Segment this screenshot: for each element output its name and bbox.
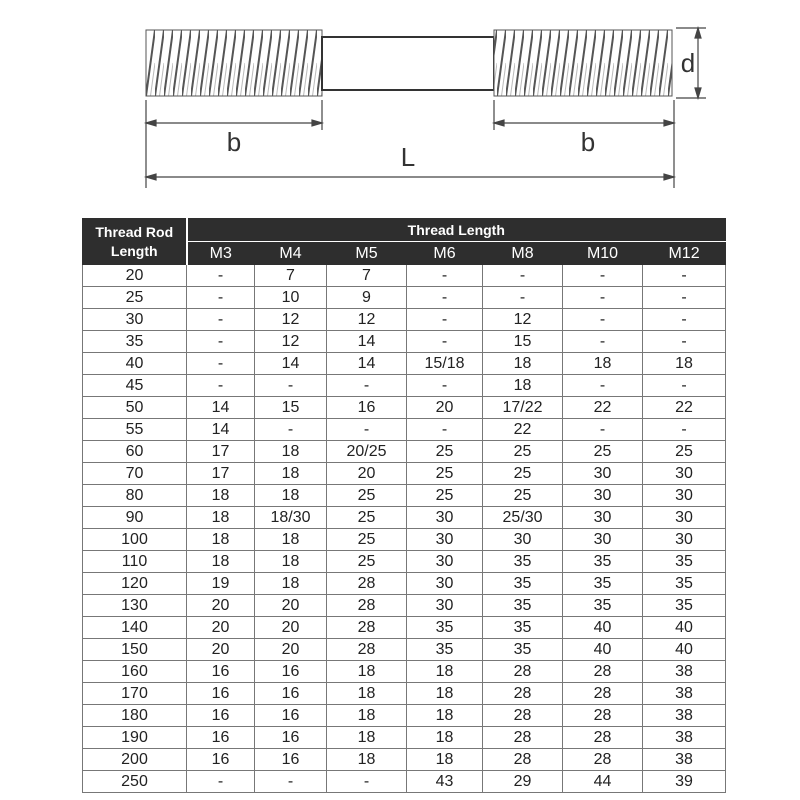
thread-length-cell: 30 (407, 529, 483, 551)
thread-length-cell: 28 (483, 749, 563, 771)
table-row (83, 771, 726, 793)
thread-length-cell: 38 (643, 683, 726, 705)
table-row (83, 749, 726, 771)
thread-length-cell: 18 (187, 551, 255, 573)
thread-length-cell: 35 (563, 595, 643, 617)
thread-length-cell: 16 (187, 727, 255, 749)
thread-length-cell: 9 (327, 287, 407, 309)
thread-length-cell: - (643, 309, 726, 331)
thread-length-cell: 28 (483, 727, 563, 749)
thread-length-cell: - (563, 331, 643, 353)
thread-length-cell: 18 (255, 441, 327, 463)
thread-length-cell: 28 (327, 617, 407, 639)
thread-length-cell: 28 (483, 705, 563, 727)
thread-length-cell: 25 (483, 485, 563, 507)
thread-length-cell: - (255, 375, 327, 397)
thread-length-cell: 17/22 (483, 397, 563, 419)
thread-length-cell: 14 (327, 353, 407, 375)
rod-length-cell: 170 (83, 683, 187, 705)
rod-length-cell: 50 (83, 397, 187, 419)
rod-length-cell: 60 (83, 441, 187, 463)
thread-length-cell: 25 (327, 507, 407, 529)
thread-length-cell: 25 (327, 485, 407, 507)
thread-length-cell: - (407, 287, 483, 309)
rod-length-cell: 90 (83, 507, 187, 529)
thread-length-cell: - (187, 375, 255, 397)
thread-length-header: Thread Length (187, 219, 726, 242)
thread-length-cell: 28 (483, 661, 563, 683)
thread-length-cell: 30 (483, 529, 563, 551)
rod-length-cell: 200 (83, 749, 187, 771)
stud-bolt-diagram (0, 0, 800, 200)
b-left-label: b (226, 127, 242, 157)
thread-length-cell: 35 (483, 595, 563, 617)
thread-length-cell: 18 (255, 485, 327, 507)
thread-length-cell: 28 (563, 661, 643, 683)
rod-length-cell: 190 (83, 727, 187, 749)
table-row (83, 683, 726, 705)
rod-length-cell: 80 (83, 485, 187, 507)
thread-length-cell: - (187, 309, 255, 331)
thread-length-cell: 16 (187, 661, 255, 683)
thread-length-cell: 29 (483, 771, 563, 793)
thread-length-cell: 35 (643, 551, 726, 573)
thread-length-cell: - (563, 419, 643, 441)
thread-length-cell: 18 (407, 683, 483, 705)
thread-length-cell: - (187, 771, 255, 793)
b-left-dimension-line (146, 120, 322, 126)
thread-length-cell: 16 (255, 683, 327, 705)
L-dimension-line (146, 174, 674, 180)
thread-length-cell: 35 (643, 595, 726, 617)
right-thread-section (494, 30, 672, 96)
table-row (83, 639, 726, 661)
thread-length-cell: 15/18 (407, 353, 483, 375)
table-row (83, 727, 726, 749)
thread-length-cell: - (407, 309, 483, 331)
rod-length-cell: 20 (83, 265, 187, 287)
rod-length-cell: 40 (83, 353, 187, 375)
thread-length-cell: 30 (563, 463, 643, 485)
thread-length-cell: 30 (563, 529, 643, 551)
table-row (83, 441, 726, 463)
thread-length-cell: 18 (255, 529, 327, 551)
thread-length-cell: 16 (187, 705, 255, 727)
table-row (83, 353, 726, 375)
corner-header-line1: Thread Rod (95, 223, 174, 240)
thread-length-cell: 25 (327, 551, 407, 573)
thread-length-cell: - (187, 353, 255, 375)
rod-length-cell: 110 (83, 551, 187, 573)
thread-length-cell: 18/30 (255, 507, 327, 529)
size-header-m6: M6 (407, 242, 483, 265)
thread-length-cell: 20 (255, 595, 327, 617)
thread-length-cell: 25/30 (483, 507, 563, 529)
thread-length-cell: 18 (407, 705, 483, 727)
thread-length-cell: 28 (483, 683, 563, 705)
thread-length-cell: 16 (255, 661, 327, 683)
thread-length-cell: 25 (483, 441, 563, 463)
thread-length-cell: 15 (483, 331, 563, 353)
thread-length-cell: 16 (255, 749, 327, 771)
thread-length-cell: 18 (563, 353, 643, 375)
thread-length-cell: 18 (407, 661, 483, 683)
thread-length-cell: - (483, 287, 563, 309)
thread-length-cell: 25 (407, 463, 483, 485)
thread-length-cell: 20/25 (327, 441, 407, 463)
thread-length-cell: 28 (327, 639, 407, 661)
table-row (83, 595, 726, 617)
thread-length-cell: 18 (187, 507, 255, 529)
thread-length-cell: 40 (643, 617, 726, 639)
thread-length-cell: 35 (407, 617, 483, 639)
table-row (83, 617, 726, 639)
thread-length-cell: 28 (563, 727, 643, 749)
thread-length-cell: 18 (255, 463, 327, 485)
table-row (83, 507, 726, 529)
thread-length-cell: 12 (255, 309, 327, 331)
thread-length-cell: 18 (407, 727, 483, 749)
thread-length-cell: 18 (483, 353, 563, 375)
rod-length-cell: 130 (83, 595, 187, 617)
thread-length-cell: 20 (407, 397, 483, 419)
d-label: d (680, 48, 696, 78)
rod-length-cell: 55 (83, 419, 187, 441)
size-header-m5: M5 (327, 242, 407, 265)
table-row (83, 463, 726, 485)
thread-length-cell: - (407, 265, 483, 287)
size-header-m10: M10 (563, 242, 643, 265)
thread-length-cell: 30 (407, 573, 483, 595)
thread-length-cell: 39 (643, 771, 726, 793)
table-row (83, 265, 726, 287)
thread-length-cell: 22 (563, 397, 643, 419)
thread-length-cell: 40 (643, 639, 726, 661)
thread-length-cell: 18 (255, 573, 327, 595)
thread-length-cell: 7 (255, 265, 327, 287)
table-body (83, 265, 726, 793)
thread-length-cell: 30 (407, 595, 483, 617)
thread-length-cell: - (407, 331, 483, 353)
thread-length-cell: 25 (643, 441, 726, 463)
thread-length-cell: - (643, 331, 726, 353)
thread-length-cell: 30 (643, 529, 726, 551)
thread-length-cell: 14 (187, 419, 255, 441)
corner-header-line2: Length (110, 242, 158, 259)
thread-length-cell: 30 (563, 485, 643, 507)
thread-length-cell: 20 (255, 639, 327, 661)
thread-length-cell: - (255, 771, 327, 793)
thread-length-cell: 28 (563, 705, 643, 727)
thread-length-cell: 25 (407, 441, 483, 463)
thread-length-cell: 20 (187, 617, 255, 639)
thread-length-cell: 16 (187, 683, 255, 705)
table-row (83, 529, 726, 551)
thread-length-cell: 12 (483, 309, 563, 331)
thread-length-cell: 25 (563, 441, 643, 463)
size-header-m8: M8 (483, 242, 563, 265)
thread-length-cell: 35 (563, 551, 643, 573)
thread-length-cell: - (187, 265, 255, 287)
thread-length-cell: 38 (643, 749, 726, 771)
table-row (83, 397, 726, 419)
thread-length-cell: 35 (483, 551, 563, 573)
thread-length-cell: 30 (643, 485, 726, 507)
thread-length-cell: 18 (643, 353, 726, 375)
left-thread-section (146, 30, 322, 96)
rod-length-cell: 35 (83, 331, 187, 353)
thread-length-cell: 28 (327, 595, 407, 617)
thread-length-cell: 18 (255, 551, 327, 573)
rod-length-cell: 160 (83, 661, 187, 683)
thread-length-cell: - (407, 419, 483, 441)
table-row (83, 309, 726, 331)
thread-length-cell: - (643, 419, 726, 441)
table-row (83, 419, 726, 441)
thread-length-cell: 15 (255, 397, 327, 419)
thread-length-cell: 25 (327, 529, 407, 551)
rod-length-cell: 30 (83, 309, 187, 331)
thread-length-cell: - (327, 771, 407, 793)
thread-length-cell: - (563, 265, 643, 287)
table-row (83, 375, 726, 397)
thread-length-cell: 28 (327, 573, 407, 595)
b-right-dimension-line (494, 120, 674, 126)
thread-length-cell: 35 (407, 639, 483, 661)
size-header-m4: M4 (255, 242, 327, 265)
size-header-m12: M12 (643, 242, 726, 265)
thread-length-cell: 30 (407, 507, 483, 529)
thread-length-cell: 17 (187, 463, 255, 485)
thread-length-cell: - (643, 375, 726, 397)
thread-length-cell: 22 (643, 397, 726, 419)
thread-length-cell: 35 (563, 573, 643, 595)
thread-length-cell: - (327, 419, 407, 441)
thread-length-cell: 14 (187, 397, 255, 419)
thread-length-cell: 16 (255, 727, 327, 749)
thread-length-cell: 44 (563, 771, 643, 793)
thread-length-cell: 43 (407, 771, 483, 793)
thread-length-cell: 16 (187, 749, 255, 771)
thread-length-cell: 14 (327, 331, 407, 353)
rod-length-cell: 45 (83, 375, 187, 397)
thread-length-cell: 38 (643, 727, 726, 749)
rod-length-cell: 140 (83, 617, 187, 639)
thread-length-cell: 14 (255, 353, 327, 375)
thread-length-cell: - (255, 419, 327, 441)
thread-length-cell: 30 (643, 463, 726, 485)
table-row (83, 287, 726, 309)
thread-length-cell: - (563, 309, 643, 331)
thread-length-cell: - (327, 375, 407, 397)
thread-length-cell: - (407, 375, 483, 397)
thread-length-cell: 22 (483, 419, 563, 441)
size-header-m3: M3 (187, 242, 255, 265)
thread-length-cell: 35 (483, 573, 563, 595)
thread-length-cell: 18 (187, 529, 255, 551)
thread-length-cell: 30 (407, 551, 483, 573)
thread-length-cell: 7 (327, 265, 407, 287)
thread-length-cell: 35 (483, 617, 563, 639)
table-row (83, 573, 726, 595)
thread-length-cell: 20 (187, 639, 255, 661)
thread-length-cell: 18 (327, 661, 407, 683)
thread-length-cell: 25 (483, 463, 563, 485)
thread-length-cell: 25 (407, 485, 483, 507)
table-row (83, 485, 726, 507)
thread-length-cell: 16 (327, 397, 407, 419)
rod-length-cell: 120 (83, 573, 187, 595)
thread-length-cell: 40 (563, 639, 643, 661)
thread-length-cell: 40 (563, 617, 643, 639)
rod-length-cell: 25 (83, 287, 187, 309)
thread-length-cell: 18 (187, 485, 255, 507)
table-row (83, 705, 726, 727)
thread-length-cell: 19 (187, 573, 255, 595)
thread-length-cell: 18 (327, 749, 407, 771)
b-right-label: b (580, 127, 596, 157)
table-row (83, 661, 726, 683)
rod-length-cell: 100 (83, 529, 187, 551)
thread-length-cell: - (563, 375, 643, 397)
thread-length-cell: 30 (643, 507, 726, 529)
thread-length-cell: 20 (255, 617, 327, 639)
thread-length-cell: 38 (643, 661, 726, 683)
thread-length-cell: 35 (483, 639, 563, 661)
thread-length-cell: 28 (563, 749, 643, 771)
thread-length-cell: 17 (187, 441, 255, 463)
thread-length-cell: - (643, 287, 726, 309)
thread-length-cell: - (563, 287, 643, 309)
rod-length-cell: 180 (83, 705, 187, 727)
thread-length-cell: 10 (255, 287, 327, 309)
thread-length-cell: 12 (255, 331, 327, 353)
thread-length-cell: 35 (643, 573, 726, 595)
table-row (83, 331, 726, 353)
table-row (83, 551, 726, 573)
thread-length-cell: 18 (327, 705, 407, 727)
thread-length-cell: 38 (643, 705, 726, 727)
thread-length-cell: 20 (327, 463, 407, 485)
thread-length-cell: 18 (327, 683, 407, 705)
d-dimension-line (695, 28, 701, 98)
thread-length-cell: 18 (483, 375, 563, 397)
thread-length-cell: 12 (327, 309, 407, 331)
thread-rod-length-header (83, 219, 187, 265)
thread-length-cell: - (643, 265, 726, 287)
thread-length-cell: 20 (187, 595, 255, 617)
L-label: L (400, 142, 416, 172)
rod-shank (322, 37, 494, 90)
thread-length-cell: 18 (327, 727, 407, 749)
thread-length-cell: 28 (563, 683, 643, 705)
thread-length-cell: 18 (407, 749, 483, 771)
rod-length-cell: 250 (83, 771, 187, 793)
thread-length-cell: 16 (255, 705, 327, 727)
rod-length-cell: 70 (83, 463, 187, 485)
thread-length-cell: - (483, 265, 563, 287)
thread-length-cell: - (187, 331, 255, 353)
thread-length-cell: - (187, 287, 255, 309)
thread-length-cell: 30 (563, 507, 643, 529)
thread-length-table (82, 218, 726, 793)
rod-length-cell: 150 (83, 639, 187, 661)
